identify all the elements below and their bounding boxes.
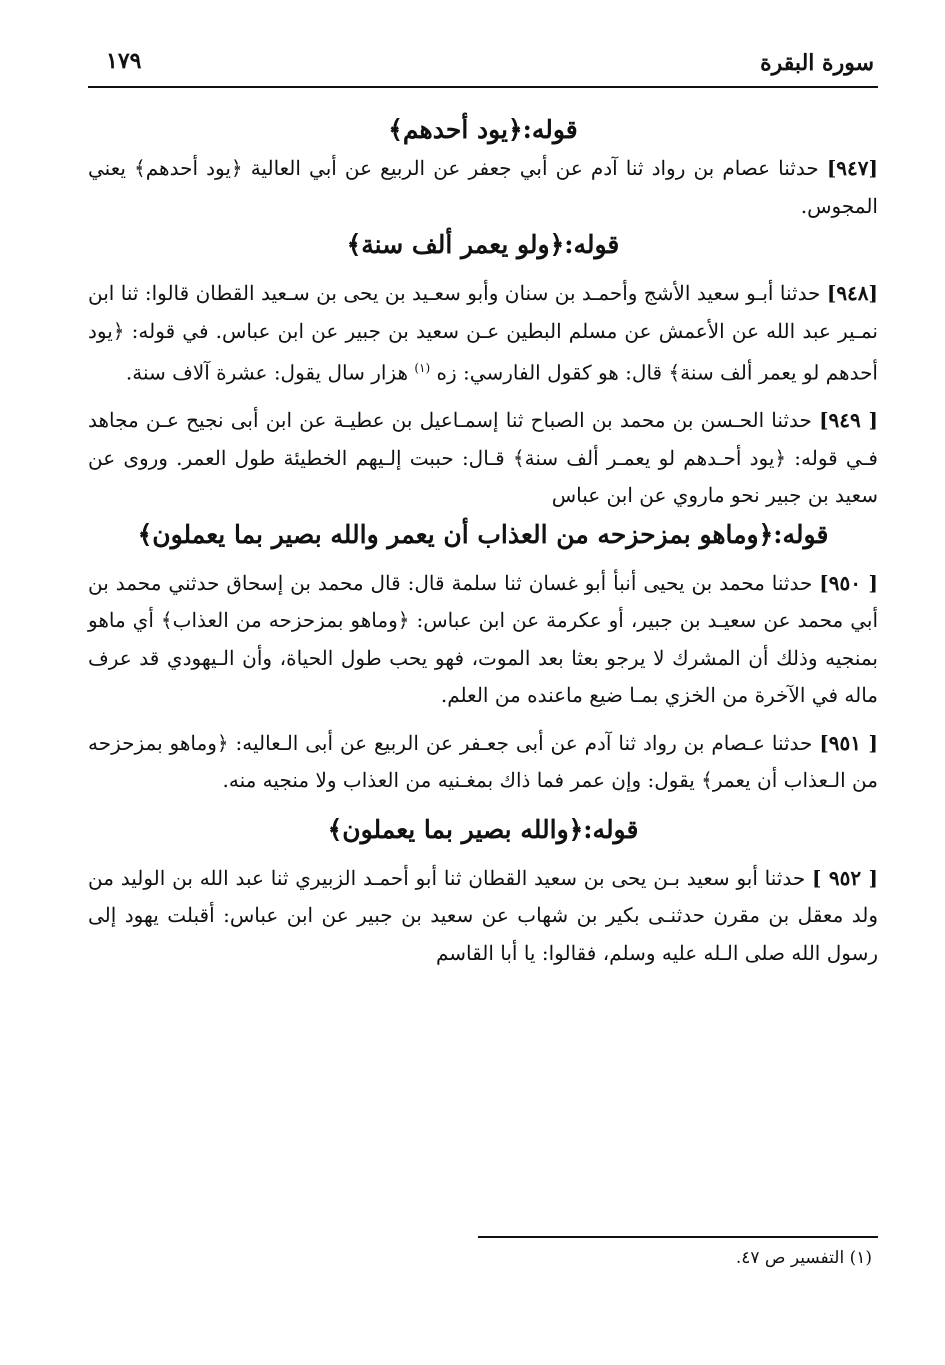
entry-number: [٩٤٨] <box>826 281 879 305</box>
entry-text: حدثنا محمد بن يحيى أنبأ أبو غسان ثنا سلمة قال: قال محمد بن إسحاق حدثني محمد بن أبي محمد عن سعيـد بن جبير، أو عكرمة عن ابن عباس: ﴿وماهو بمزحزحه من العذاب﴾ أي ماهو بمنجيه وذلك أن المشرك لا يرجو بعثا بعد الموت، فهو يحب طول الحياة، وأن الـيهودي قد عرف ماله في الآخرة من الخزي بمـا ضيع ماعنده من العلم. <box>88 570 878 708</box>
entry-number: [٩٤٧] <box>826 156 878 180</box>
entry-text: حدثنا عصام بن رواد ثنا آدم عن أبي جعفر عن الربيع عن أبي العالية ﴿يود أحدهم﴾ يعني المجوس. <box>88 156 878 218</box>
entry-text: حدثنا أبو سعيد بـن يحى بن سعيد القطان ثنا أبو أحمـد الزبيري ثنا عبد الله بن الوليد من ولد معقل بن مقرن حدثنـى بكير بن شهاب عن سعيد بن جبير عن ابن عباس: أقبلت يهود إلى رسول الله صلى الـله عليه وسلم، فقالوا: يا أبا القاسم <box>88 865 878 965</box>
entry-text: حدثنا أبـو سعيد الأشج وأحمـد بن سنان وأبو سعـيد بن يحى بن سـعيد القطان قالوا: ثنا ابن نمـير عبد الله عن الأعمش عن مسلم البطين عـن سعيد بن جبير عن ابن عباس. في قوله: ﴿يود أحدهم لو يعمر ألف سنة﴾ قال: هو كقول الفارسي: زه <box>88 281 878 385</box>
footnote-marker: (١) <box>414 361 431 375</box>
section-heading: قوله:﴿وماهو بمزحزحه من العذاب أن يعمر والله بصير بما يعملون﴾ <box>137 519 829 549</box>
hadith-entry <box>88 565 878 715</box>
page <box>88 40 879 1268</box>
page-number: ١٧٩ <box>106 48 142 74</box>
entry-number: [ ٩٥١] <box>819 730 878 755</box>
entry-text: حدثنا عـصام بن رواد ثنا آدم عن أبى جعـفر عن الربيع عن أبى الـعاليه: ﴿وماهو بمزحزحه من الـعذاب أن يعمر﴾ يقول: وإن عمر فما ذاك بمغـنيه من العذاب ولا منجيه منه. <box>88 730 878 793</box>
entry-text: حدثنا الحـسن بن محمد بن الصباح ثنا إسمـاعيل بن عطيـة عن ابن أبى نجيح عـن مجاهد فـي قوله: ﴿يود أحـدهم لو يعمـر ألف سنة﴾ قـال: حببت إلـيهم الخطيئة طول العمر. وروى عن سعيد بن جبير نحو ماروي عن ابن عباس <box>88 408 878 508</box>
running-title: سورة البقرة <box>760 50 874 76</box>
section-heading: قوله:﴿يود أحدهم﴾ <box>388 115 578 144</box>
hadith-entry <box>88 860 878 973</box>
hadith-entry <box>88 275 878 392</box>
entry-text-continued: هزار سال يقول: عشرة آلاف سنة. <box>125 360 415 385</box>
hadith-entry <box>88 402 878 515</box>
hadith-entry <box>88 725 878 800</box>
section-heading: قوله:﴿والله بصير بما يعملون﴾ <box>327 814 639 844</box>
running-header <box>88 40 878 88</box>
footnote-rule <box>478 1236 878 1238</box>
entry-number: [ ٩٤٩] <box>819 408 879 433</box>
entry-number: [ ٩٥٢ ] <box>812 865 878 890</box>
hadith-entry <box>88 150 878 225</box>
entry-number: [ ٩٥٠] <box>819 570 878 595</box>
section-heading: قوله:﴿ولو يعمر ألف سنة﴾ <box>346 230 620 259</box>
footnote: (١) التفسير ص ٤٧. <box>735 1248 872 1268</box>
